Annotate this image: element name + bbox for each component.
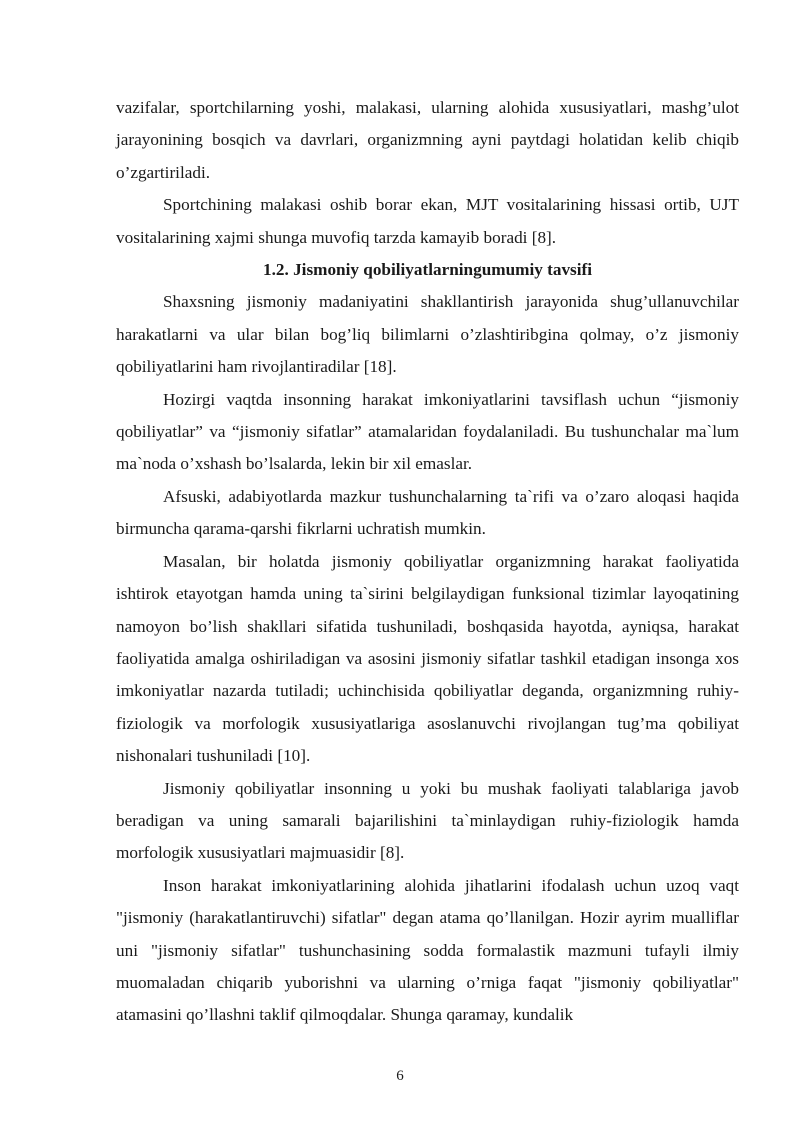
paragraph: Hozirgi vaqtda insonning harakat imkoniyatlarini tavsiflash uchun “jismoniy qobiliyatlar” va “jismoniy sifatlar” atamalaridan foydalaniladi. Bu tushunchalar ma`lum ma`noda o’xshash bo’lsalarda, lekin bir xil emaslar.: [116, 389, 739, 474]
paragraph: Sportchining malakasi oshib borar ekan, MJT vositalarining hissasi ortib, UJT vositalarining xajmi shunga muvofiq tarzda kamayib boradi [8].: [116, 195, 739, 247]
paragraph: Masalan, bir holatda jismoniy qobiliyatlar organizmning harakat faoliyatida ishtirok etayotgan hamda uning ta`sirini belgilaydigan funksional tizimlar layoqatining namoyon bo’lish shakllari sifatida tushuniladi, boshqasida hayotda, ayniqsa, harakat faoliyatida amalga oshiriladigan va asosini jismoniy sifatlar tashkil etadigan insonga xos imkoniyatlar nazarda tutiladi; uchinchisida qobiliyatlar deganda, organizmning ruhiy-fiziologik va morfologik xususiyatlariga asoslanuvchi rivojlangan tug’ma qobiliyat nishonalari tushuniladi [10].: [116, 551, 739, 766]
paragraph: Afsuski, adabiyotlarda mazkur tushunchalarning ta`rifi va o’zaro aloqasi haqida birmuncha qarama-qarshi fikrlarni uchratish mumkin.: [116, 486, 739, 539]
document-page: [116, 92, 739, 1032]
section-heading: 1.2. Jismoniy qobiliyatlarningumumiy tavsifi: [263, 260, 592, 280]
page-number: 6: [396, 1068, 404, 1084]
paragraph: Inson harakat imkoniyatlarining alohida jihatlarini ifodalash uchun uzoq vaqt "jismoniy (harakatlantiruvchi) sifatlar" degan atama qo’llanilgan. Hozir ayrim mualliflar uni "jismoniy sifatlar" tushunchasining sodda formalastik mazmuni tufayli ilmiy muomaladan chiqarib yuborishni va ularning o’rniga faqat "jismoniy qobiliyatlar" atamasini qo’llashni taklif qilmoqdalar. Shunga qaramay, kundalik: [116, 875, 739, 1025]
paragraph: Jismoniy qobiliyatlar insonning u yoki bu mushak faoliyati talablariga javob beradigan va uning samarali bajarilishini ta`minlaydigan ruhiy-fiziologik hamda morfologik xususiyatlari majmuasidir [8].: [116, 778, 739, 863]
paragraph: Shaxsning jismoniy madaniyatini shakllantirish jarayonida shug’ullanuvchilar harakatlarni va ular bilan bog’liq bilimlarni o’zlashtiribgina qolmay, o’z jismoniy qobiliyatlarini ham rivojlantiradilar [18].: [116, 292, 739, 377]
paragraph-continuation: vazifalar, sportchilarning yoshi, malakasi, ularning alohida xususiyatlari, mashg’ulot jarayonining bosqich va davrlari, organizmning ayni paytdagi holatidan kelib chiqib o’zgartiriladi.: [116, 98, 739, 182]
